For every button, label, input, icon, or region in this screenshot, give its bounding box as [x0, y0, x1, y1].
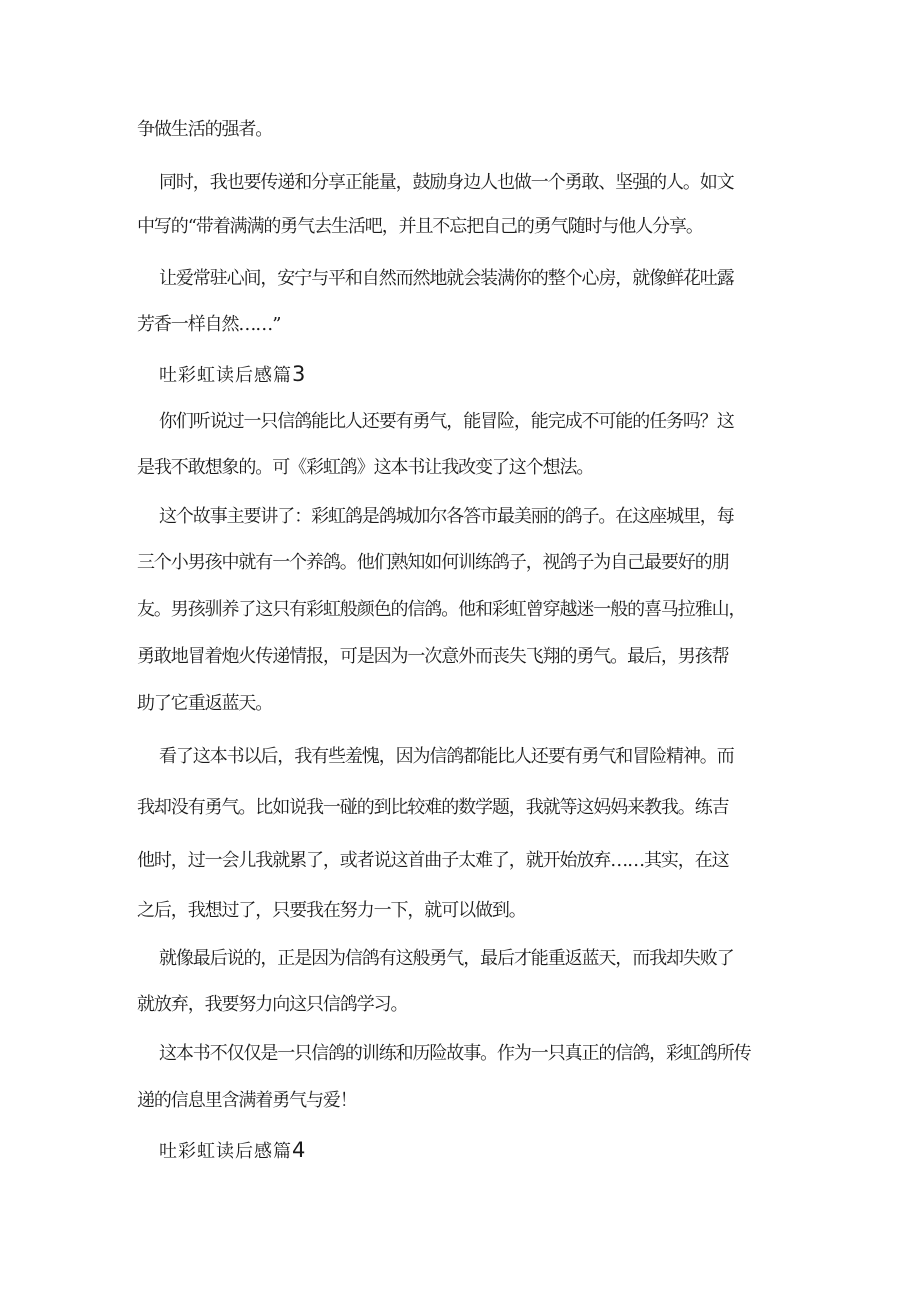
- paragraph-line: 这本书不仅仅是一只信鸽的训练和历险故事。作为一只真正的信鸽，彩虹鸽所传: [159, 1043, 751, 1064]
- paragraph-line: 芳香一样自然……”: [137, 314, 281, 335]
- section-heading-text: 吐彩虹读后感篇: [159, 1141, 292, 1162]
- paragraph-line: 助了它重返蓝天。: [137, 693, 273, 714]
- paragraph-line: 就像最后说的，正是因为信鸽有这般勇气，最后才能重返蓝天，而我却失败了: [159, 948, 734, 969]
- section-heading: [159, 1138, 305, 1164]
- paragraph-line: 是我不敢想象的。可《彩虹鸽》这本书让我改变了这个想法。: [137, 457, 594, 478]
- paragraph-line: 递的信息里含满着勇气与爱！: [137, 1090, 357, 1111]
- paragraph-line: 就放弃，我要努力向这只信鸽学习。: [137, 994, 408, 1015]
- paragraph-line: 之后，我想过了，只要我在努力一下，就可以做到。: [137, 900, 526, 921]
- paragraph-line: 你们听说过一只信鸽能比人还要有勇气，能冒险，能完成不可能的任务吗？这: [159, 411, 734, 432]
- paragraph-line: 三个小男孩中就有一个养鸽。他们熟知如何训练鸽子，视鸽子为自己最要好的朋: [137, 552, 729, 573]
- section-heading: [159, 362, 305, 388]
- paragraph-line: 争做生活的强者。: [137, 119, 273, 140]
- paragraph-line: 同时，我也要传递和分享正能量，鼓励身边人也做一个勇敢、坚强的人。如文: [159, 172, 734, 193]
- paragraph-line: 中写的“带着满满的勇气去生活吧，并且不忘把自己的勇气随时与他人分享。: [137, 216, 703, 237]
- paragraph-line: 这个故事主要讲了：彩虹鸽是鸽城加尔各答市最美丽的鸽子。在这座城里，每: [159, 506, 734, 527]
- paragraph-line: 友。男孩驯养了这只有彩虹般颜色的信鸽。他和彩虹曾穿越迷一般的喜马拉雅山，: [137, 599, 746, 620]
- paragraph-line: 勇敢地冒着炮火传递情报，可是因为一次意外而丧失飞翔的勇气。最后，男孩帮: [137, 646, 729, 667]
- section-heading-text: 吐彩虹读后感篇: [159, 365, 292, 386]
- paragraph-line: 我却没有勇气。比如说我一碰的到比较难的数学题，我就等这妈妈来教我。练吉: [137, 797, 729, 818]
- paragraph-line: 看了这本书以后，我有些羞愧，因为信鸽都能比人还要有勇气和冒险精神。而: [159, 746, 734, 767]
- paragraph-line: 让爱常驻心间，安宁与平和自然而然地就会装满你的整个心房，就像鲜花吐露: [159, 268, 734, 289]
- section-heading-number: 4: [292, 1138, 306, 1162]
- paragraph-line: 他时，过一会儿我就累了，或者说这首曲子太难了，就开始放弃……其实，在这: [137, 850, 729, 871]
- section-heading-number: 3: [292, 362, 306, 386]
